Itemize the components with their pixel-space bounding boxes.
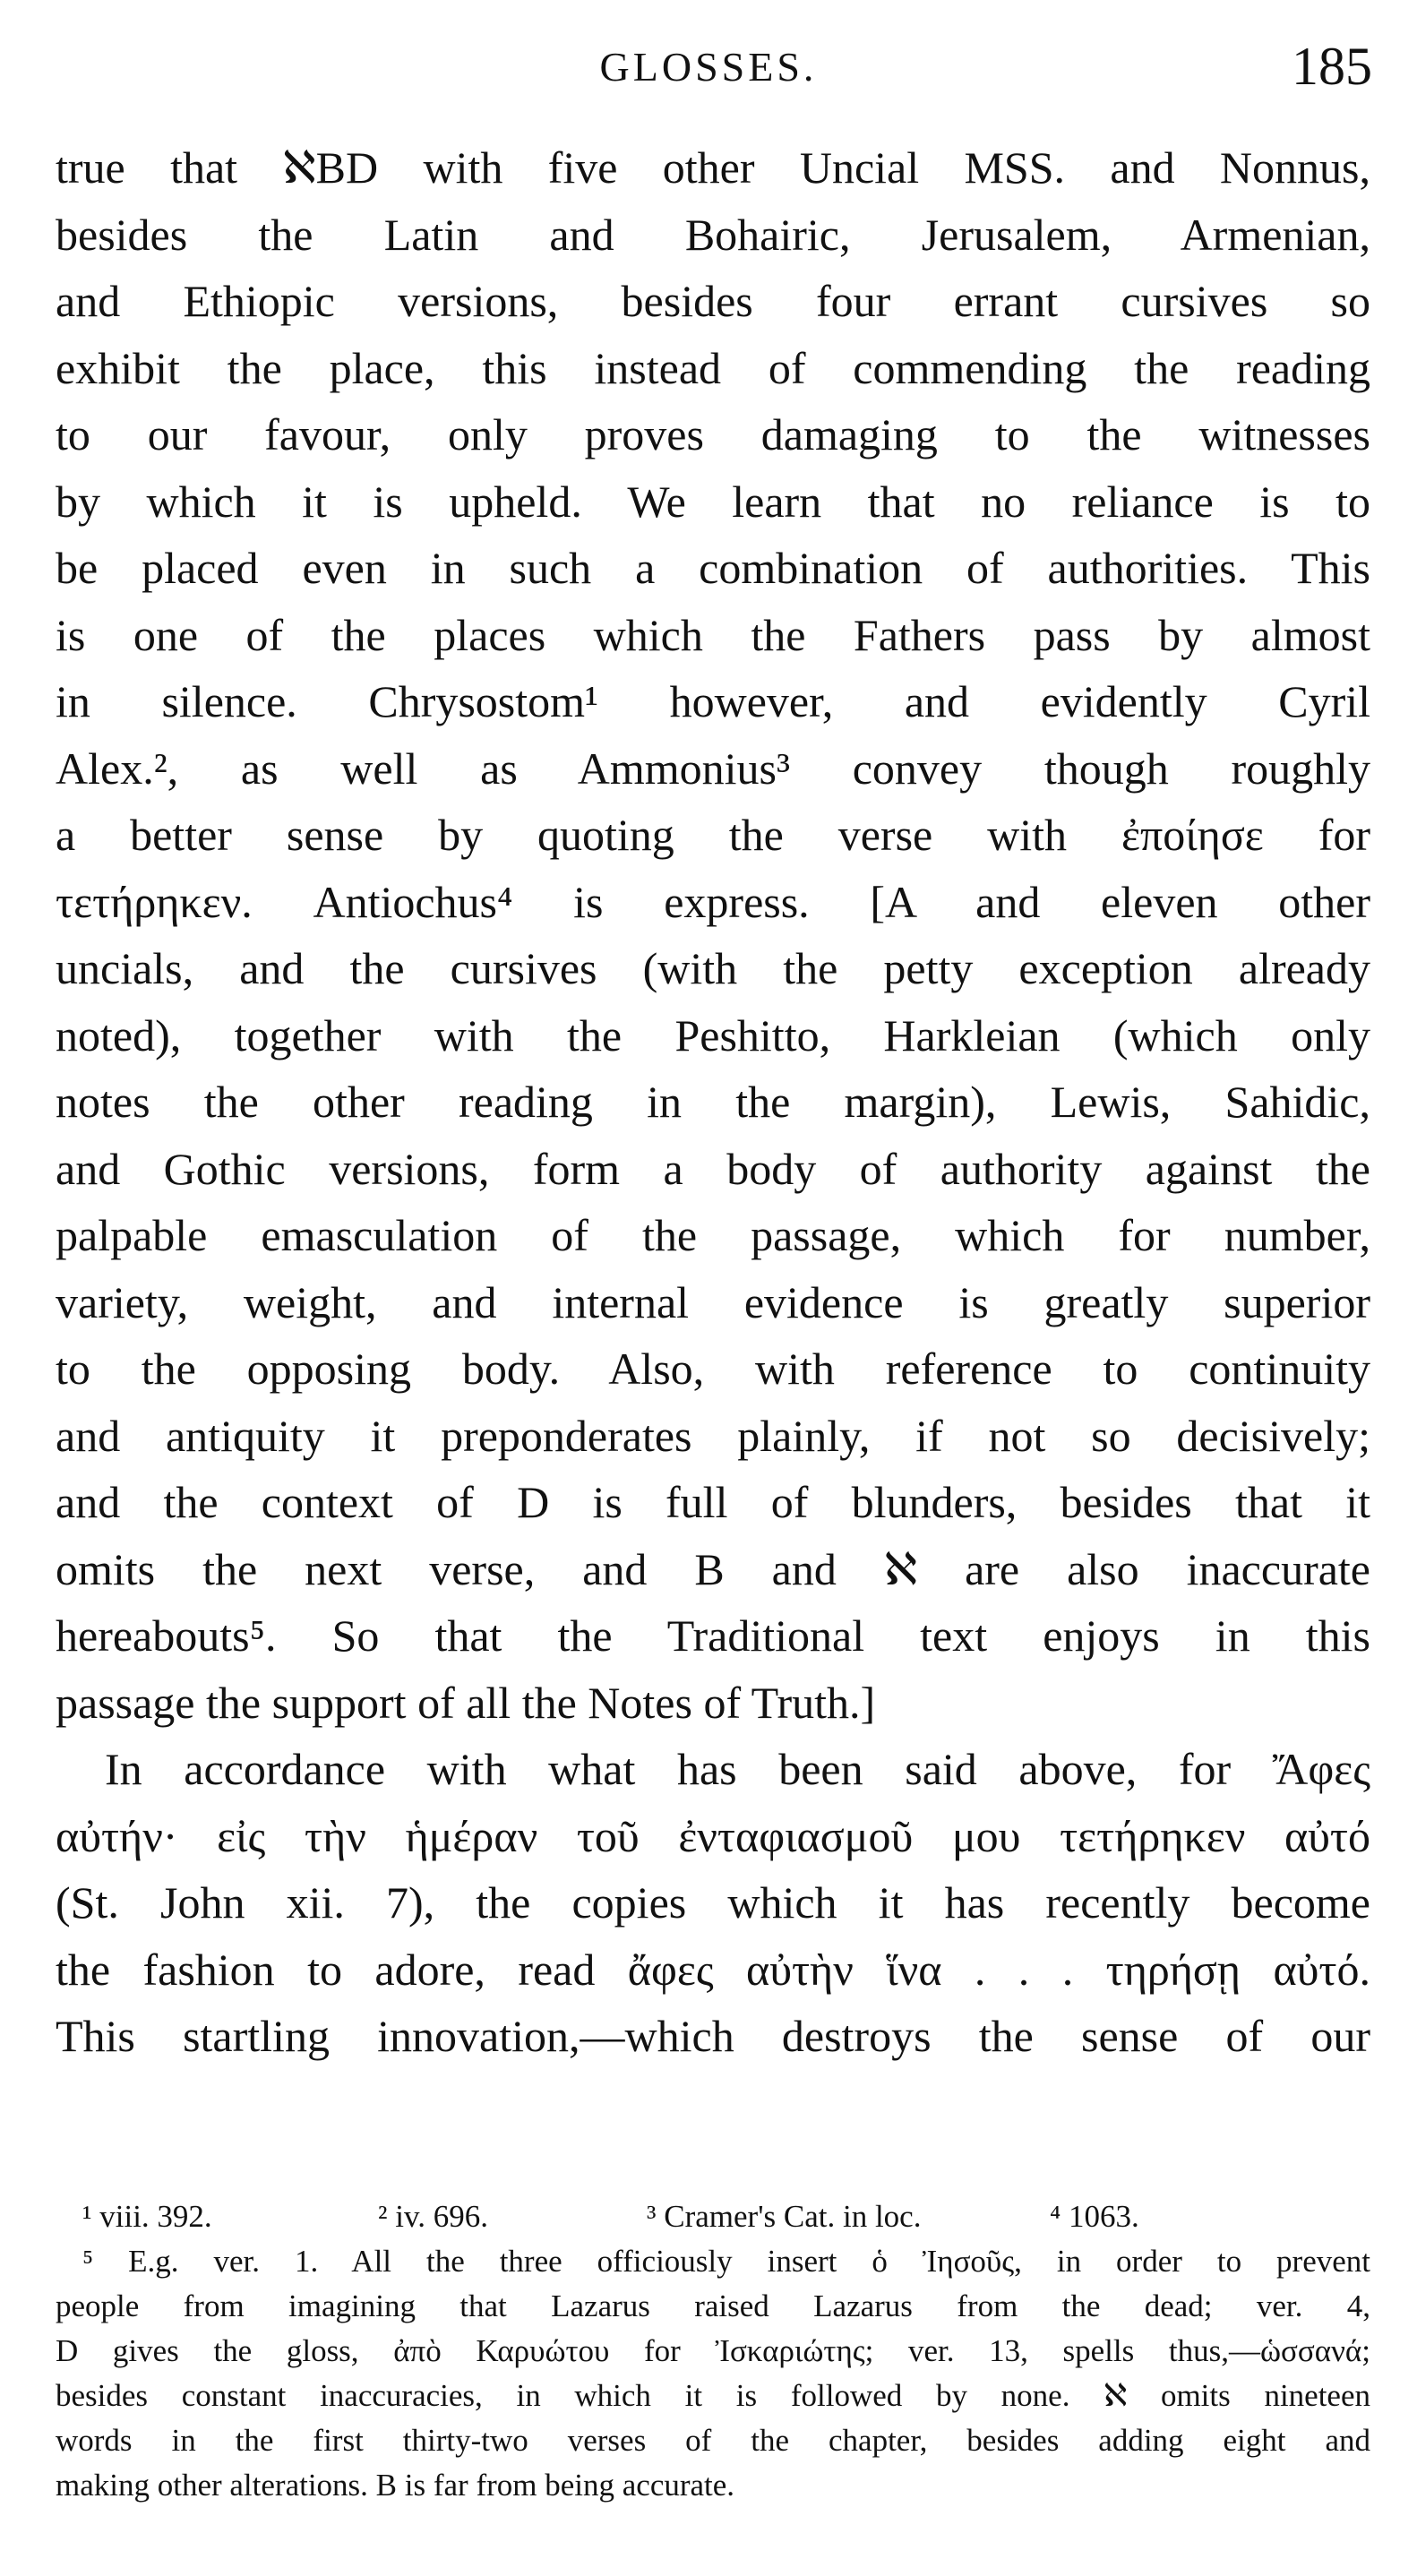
text-line: palpable emasculation of the passage, which for number, [56,1210,1370,1260]
text-line: uncials, and the cursives (with the petty exception already [56,943,1370,993]
text-line: omits the next verse, and B and ℵ are also inaccurate [56,1543,1370,1594]
footnote-refs-line [56,2194,1370,2239]
text-line: and the context of D is full of blunders, besides that it [56,1477,1370,1527]
text-line: and antiquity it preponderates plainly, if not so decisively; [56,1410,1370,1461]
text-line: by which it is upheld. We learn that no reliance is to [56,476,1370,527]
text-line: besides the Latin and Bohairic, Jerusalem, Armenian, [56,209,1370,260]
footnote-5-line: people from imagining that Lazarus raised Lazarus from the dead; ver. 4, [56,2288,1370,2323]
text-line: the fashion to adore, read ἄφες αὐτὴν ἵνα . . . τηρήσῃ αὐτό. [56,1944,1370,1995]
text-line: and Gothic versions, form a body of authority against the [56,1143,1370,1194]
text-line: passage the support of all the Notes of Truth.] [56,1677,876,1728]
text-line: in silence. Chrysostom¹ however, and evidently Cyril [56,676,1370,726]
running-title: GLOSSES. [599,44,818,90]
text-line: (St. John xii. 7), the copies which it has recently become [56,1877,1370,1928]
text-line: to the opposing body. Also, with reference to continuity [56,1344,1370,1394]
footnote-3: ³ Cramer's Cat. in loc. [647,2199,922,2234]
running-head [0,36,1417,99]
text-line: τετήρηκεν. Antiochus⁴ is express. [A and eleven other [56,876,1370,927]
text-line: This startling innovation,—which destroys the sense of our [56,2011,1370,2061]
text-line: variety, weight, and internal evidence is greatly superior [56,1276,1370,1327]
text-line: to our favour, only proves damaging to the witnesses [56,409,1370,459]
page-number: 185 [1292,37,1372,96]
footnote-5-line: besides constant inaccuracies, in which it is followed by none. ℵ omits nineteen [56,2378,1370,2413]
footnote-1: ¹ viii. 392. [82,2199,212,2234]
text-line: noted), together with the Peshitto, Harkleian (which only [56,1009,1370,1060]
text-line: hereabouts⁵. So that the Traditional text enjoys in this [56,1610,1370,1661]
text-line: exhibit the place, this instead of commending the reading [56,342,1370,393]
text-line: be placed even in such a combination of authorities. This [56,543,1370,593]
text-line: is one of the places which the Fathers pass by almost [56,609,1370,660]
body-text [56,134,1370,2070]
footnotes [56,2194,1370,2508]
text-line: αὐτήν· εἰς τὴν ἡμέραν τοῦ ἐνταφιασμοῦ μου τετήρηκεν αὐτό [56,1810,1370,1861]
text-line: notes the other reading in the margin), Lewis, Sahidic, [56,1077,1370,1127]
footnote-5-line: words in the first thirty-two verses of the chapter, besides adding eight and [56,2423,1370,2458]
text-line: and Ethiopic versions, besides four errant cursives so [56,276,1370,326]
footnote-4: ⁴ 1063. [1050,2199,1139,2234]
text-line: Alex.², as well as Ammonius³ convey though roughly [56,743,1370,794]
footnote-5-line: D gives the gloss, ἀπὸ Καρυώτου for Ἰσκαριώτης; ver. 13, spells thus,—ὡσσανά; [56,2333,1370,2368]
footnote-5-line: making other alterations. B is far from being accurate. [56,2468,735,2503]
footnote-5-line: ⁵ E.g. ver. 1. All the three officiously insert ὁ Ἰησοῦς, in order to prevent [82,2244,1370,2279]
footnote-2: ² iv. 696. [378,2199,488,2234]
paragraph-start-line: In accordance with what has been said above, for Ἄφες [105,1744,1370,1794]
text-line: true that ℵBD with five other Uncial MSS. and Nonnus, [56,142,1370,193]
text-line: a better sense by quoting the verse with ἐποίησε for [56,810,1370,860]
